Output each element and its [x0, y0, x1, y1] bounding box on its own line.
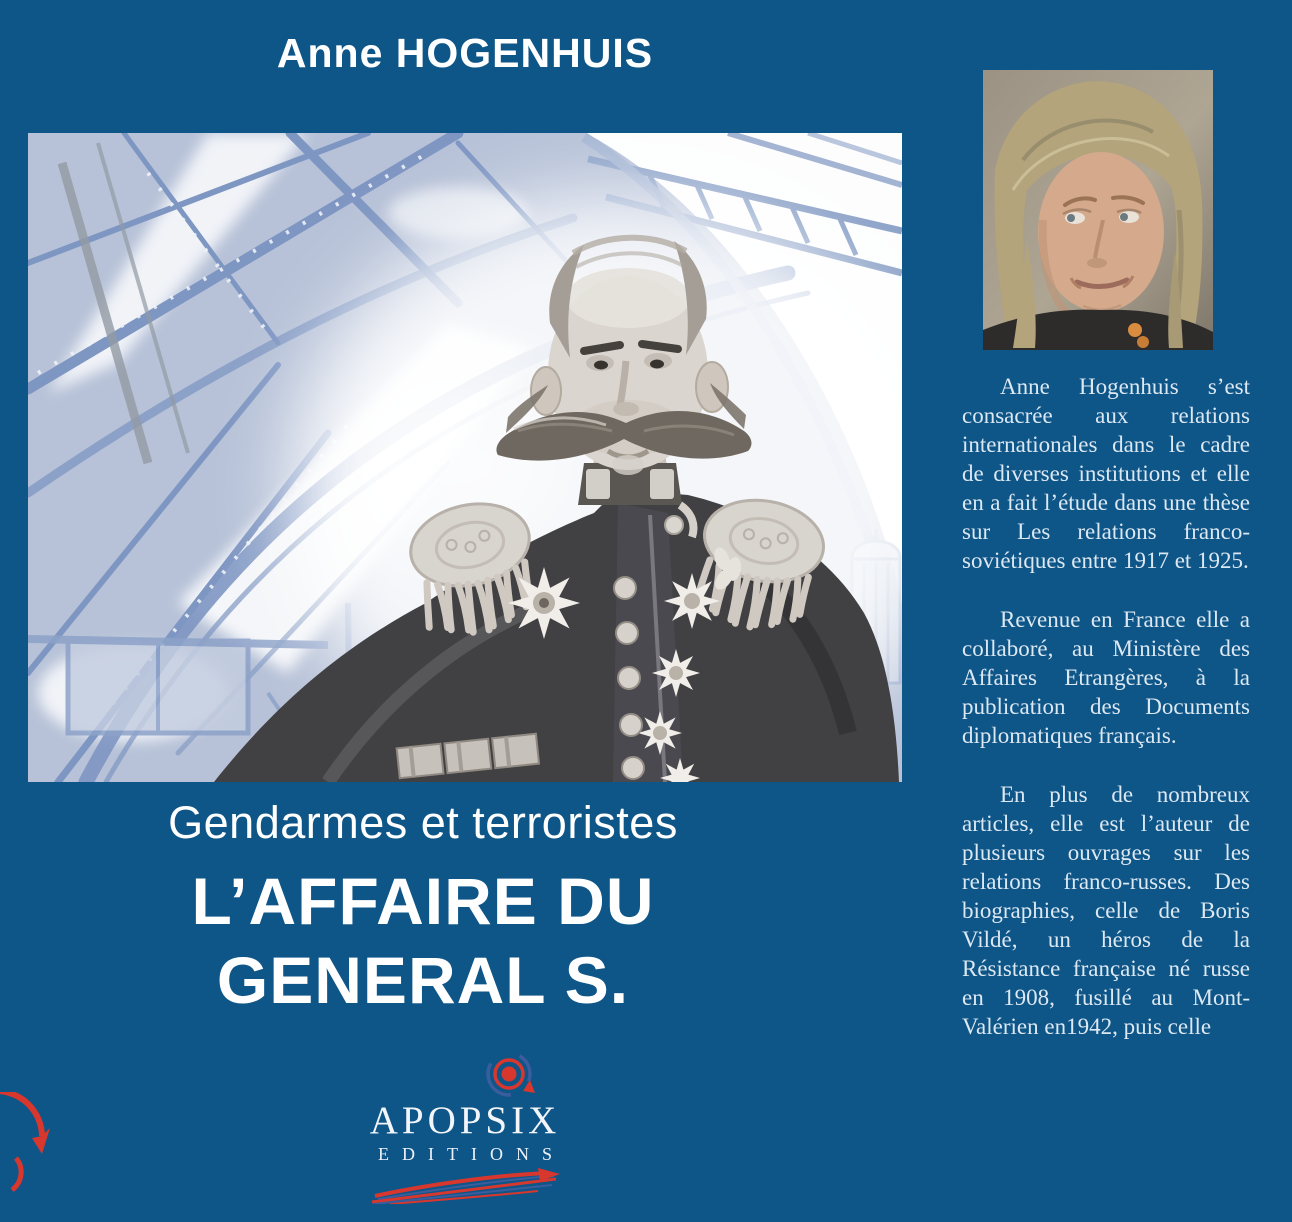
apopsix-swoosh-icon [370, 1168, 560, 1204]
apopsix-target-icon [480, 1048, 538, 1106]
bio-paragraph-1: Anne Hogenhuis s’est consacrée aux relations internationales dans le cadre de diverses institutions et elle en a fait l’étude dans une thèse sur Les relations franco-soviétiques entre 1917 et 1925. [962, 374, 1250, 573]
partial-target-icon [0, 1092, 72, 1222]
cover-subtitle: Gendarmes et terroristes [168, 797, 678, 848]
cover-illustration-eiffel-tower-general [28, 133, 902, 782]
bio-paragraph-2: Revenue en France elle a collaboré, au Ministère des Affaires Etrangères, à la publication des Documents diplomatiques français. [962, 607, 1250, 748]
cover-title [8, 862, 838, 1020]
author-photo [983, 70, 1213, 350]
cover-title-line1: L’AFFAIRE DU [191, 864, 655, 938]
cover-title-line2: GENERAL S. [216, 943, 630, 1017]
author-name-heading: Anne HOGENHUIS [276, 30, 654, 76]
publisher-tagline: EDITIONS [378, 1144, 565, 1164]
author-bio [962, 372, 1250, 1071]
bio-paragraph-3: En plus de nombreux articles, elle est l’auteur de plusieurs ouvrages sur les relations franco-russes. Des biographies, celle de Boris Vildé, un héros de la Résistance française né russe en 1908, fusillé au Mont-Valérien en1942, puis celle [962, 782, 1250, 1039]
publisher-name: APOPSIX [369, 1099, 561, 1142]
publisher-logo [28, 1048, 902, 1204]
